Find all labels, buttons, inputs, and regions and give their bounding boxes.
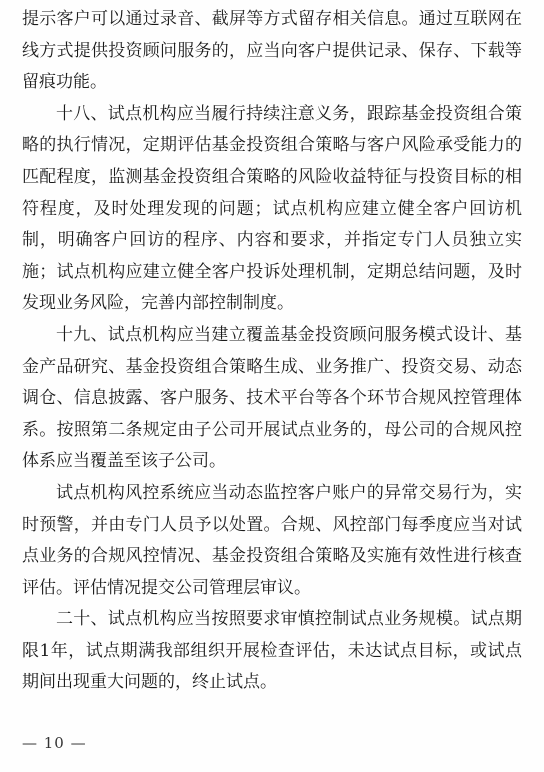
document-body: [22, 4, 522, 699]
paragraph-article-19: 十九、试点机构应当建立覆盖基金投资顾问服务模式设计、基金产品研究、基金投资组合策略生成、业务推广、投资交易、动态调仓、信息披露、客户服务、技术平台等各个环节合规风控管理体系。按照第二条规定由子公司开展试点业务的，母公司的合规风控体系应当覆盖至该子公司。: [22, 324, 522, 472]
paragraph-risk-control: 试点机构风控系统应当动态监控客户账户的异常交易行为，实时预警，并由专门人员予以处置。合规、风控部门每季度应当对试点业务的合规风控情况、基金投资组合策略及实施有效性进行核查评估。评估情况提交公司管理层审议。: [22, 482, 522, 598]
paragraph-continuation: 提示客户可以通过录音、截屏等方式留存相关信息。通过互联网在线方式提供投资顾问服务的，应当向客户提供记录、保存、下载等留痕功能。: [22, 9, 522, 93]
page-number: — 10 —: [22, 734, 87, 752]
paragraph-article-18: 十八、试点机构应当履行持续注意义务，跟踪基金投资组合策略的执行情况，定期评估基金投资组合策略与客户风险承受能力的匹配程度，监测基金投资组合策略的风险收益特征与投资目标的相符程度，及时处理发现的问题；试点机构应建立健全客户回访机制，明确客户回访的程序、内容和要求，并指定专门人员独立实施；试点机构应建立健全客户投诉处理机制，定期总结问题，及时发现业务风险，完善内部控制制度。: [22, 103, 522, 314]
paragraph-article-20: 二十、试点机构应当按照要求审慎控制试点业务规模。试点期限1年，试点期满我部组织开展检查评估，未达试点目标，或试点期间出现重大问题的，终止试点。: [22, 609, 522, 693]
